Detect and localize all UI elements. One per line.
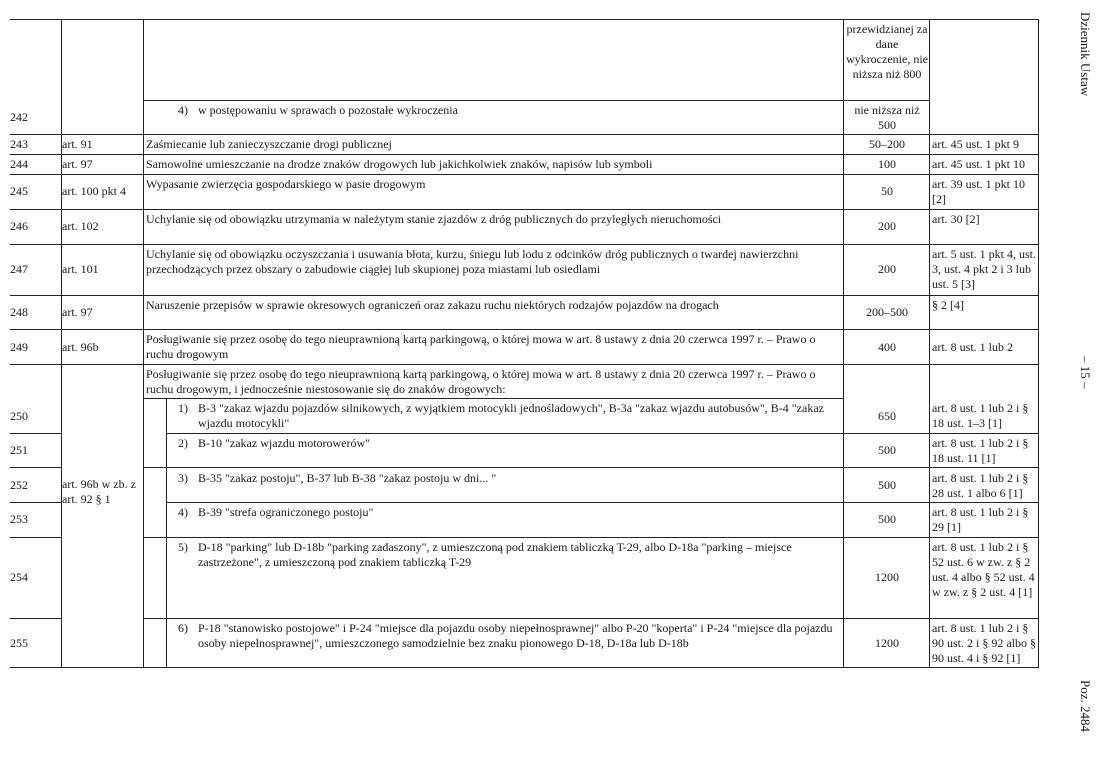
position-number: Poz. 2484 <box>1078 680 1093 732</box>
row-number: 252 <box>10 478 28 492</box>
row-number: 251 <box>10 443 28 457</box>
row-number: 248 <box>10 305 28 319</box>
row-description: Uchylanie się od obowiązku oczyszczania i usuwania błota, kurzu, śniegu lub lodu z odcinków dróg publicznych o twardej nawierzchni przechodzących przez obszary o zabudowie ciągłej lub skupionej poza miastami lub osiedlami <box>146 247 799 276</box>
row-legal-basis: art. 45 ust. 1 pkt 9 <box>932 137 1019 151</box>
row-legal-basis: art. 5 ust. 1 pkt 4, ust. 3, ust. 4 pkt 2 i 3 lub ust. 5 [3] <box>932 247 1036 291</box>
column-divider <box>143 19 144 667</box>
table-border-bottom <box>10 667 1039 668</box>
row-amount: 400 <box>878 340 896 354</box>
group-intro: Posługiwanie się przez osobę do tego nieuprawnioną kartą parkingową, o której mowa w art. 8 ustawy z dnia 20 czerwca 1997 r. – Prawo o ruchu drogowym, i jednocześnie niestosowanie się do znaków drogowych: <box>146 367 816 396</box>
row-article: art. 102 <box>62 219 99 233</box>
row-divider <box>10 174 1039 175</box>
row-number: 253 <box>10 512 28 526</box>
column-divider <box>1038 19 1039 667</box>
row-description: Posługiwanie się przez osobę do tego nieuprawnioną kartą parkingową, o której mowa w art. 8 ustawy z dnia 20 czerwca 1997 r. – Prawo o ruchu drogowym <box>146 332 816 361</box>
row-legal-basis: art. 8 ust. 1 lub 2 <box>932 340 1013 354</box>
item-marker: 1) <box>178 401 188 415</box>
row-divider <box>10 209 1039 210</box>
row-divider <box>843 100 930 101</box>
item-text: B-3 "zakaz wjazdu pojazdów silnikowych, z wyjątkiem motocykli jednośladowych", B-3a "zakaz wjazdu autobusów", B-4 "zakaz wjazdu motocykli" <box>198 401 824 430</box>
item-marker: 4) <box>178 505 188 519</box>
amount-header-continued: przewidzianej za dane wykroczenie, nie niższa niż 800 <box>846 22 928 81</box>
row-number: 243 <box>10 137 28 151</box>
journal-title: Dziennik Ustaw <box>1078 12 1093 97</box>
row-amount: 200–500 <box>866 305 908 319</box>
row-legal-basis: art. 39 ust. 1 pkt 10 [2] <box>932 177 1025 206</box>
row-amount: 500 <box>878 512 896 526</box>
row-description: Wypasanie zwierzęcia gospodarskiego w pasie drogowym <box>146 177 426 191</box>
row-amount: nie niższa niż 500 <box>854 103 920 132</box>
column-divider <box>843 19 844 667</box>
row-amount: 1200 <box>875 636 899 650</box>
row-article: art. 97 <box>62 157 93 171</box>
item-text: B-39 "strefa ograniczonego postoju" <box>198 505 374 519</box>
row-number: 242 <box>10 110 28 124</box>
row-divider <box>10 618 62 619</box>
row-amount: 200 <box>878 262 896 276</box>
row-article: art. 100 pkt 4 <box>62 184 126 198</box>
item-marker: 5) <box>178 540 188 554</box>
row-legal-basis: art. 45 ust. 1 pkt 10 <box>932 157 1025 171</box>
row-amount: 500 <box>878 478 896 492</box>
row-divider <box>10 502 62 503</box>
row-article: art. 96b <box>62 340 99 354</box>
row-divider <box>143 537 1039 538</box>
row-divider <box>10 329 1039 330</box>
group-article: art. 96b w zb. z art. 92 § 1 <box>62 477 136 506</box>
row-amount: 50 <box>881 184 893 198</box>
row-divider <box>10 433 62 434</box>
row-legal-basis: art. 8 ust. 1 lub 2 i § 18 ust. 1–3 [1] <box>932 401 1029 430</box>
row-number: 247 <box>10 262 28 276</box>
row-description: Uchylanie się od obowiązku utrzymania w należytym stanie zjazdów z dróg publicznych do przyległych nieruchomości <box>146 212 722 226</box>
row-divider <box>10 295 1039 296</box>
row-legal-basis: art. 8 ust. 1 lub 2 i § 28 ust. 1 albo 6 [1] <box>932 471 1029 500</box>
row-divider <box>143 398 843 399</box>
row-divider <box>10 154 1039 155</box>
row-divider <box>10 364 1039 365</box>
item-text: B-10 "zakaz wjazdu motorowerów" <box>198 436 371 450</box>
row-amount: 650 <box>878 409 896 423</box>
item-marker: 2) <box>178 436 188 450</box>
row-description: Naruszenie przepisów w sprawie okresowych ograniczeń oraz zakazu ruchu niektórych rodzajów pojazdów na drogach <box>146 298 719 312</box>
row-amount: 50–200 <box>869 137 905 151</box>
row-legal-basis: art. 30 [2] <box>932 212 980 226</box>
column-divider <box>166 398 167 667</box>
row-amount: 1200 <box>875 570 899 584</box>
row-legal-basis: art. 8 ust. 1 lub 2 i § 29 [1] <box>932 505 1029 534</box>
row-divider <box>143 467 1039 468</box>
row-number: 244 <box>10 157 28 171</box>
page-number: – 15 – <box>1078 356 1093 389</box>
row-legal-basis: § 2 [4] <box>932 298 964 312</box>
item-marker: 4) <box>178 103 188 117</box>
row-number: 250 <box>10 409 28 423</box>
item-marker: 6) <box>178 621 188 635</box>
row-divider <box>10 467 62 468</box>
row-amount: 200 <box>878 219 896 233</box>
row-description: Samowolne umieszczanie na drodze znaków drogowych lub jakichkolwiek znaków, napisów lub symboli <box>146 157 653 171</box>
row-divider <box>166 502 1039 503</box>
row-divider <box>10 537 62 538</box>
item-text: B-35 "zakaz postoju", B-37 lub B-38 "zakaz postoju w dni... " <box>198 471 497 485</box>
item-text: P-18 "stanowisko postojowe" i P-24 "miejsce dla pojazdu osoby niepełnosprawnej" albo P-20 "koperta" i P-24 "miejsce dla pojazdu osoby niepełnosprawnej", umieszczonego samodzielnie bez znaku pionowego D-18, D-18a lub D-18b <box>198 621 833 650</box>
row-article: art. 91 <box>62 137 93 151</box>
row-divider <box>10 134 1039 135</box>
row-amount: 500 <box>878 443 896 457</box>
row-divider <box>166 433 1039 434</box>
row-divider <box>143 100 843 101</box>
row-divider <box>10 244 1039 245</box>
table-border-top <box>10 19 1039 20</box>
column-divider <box>929 19 930 667</box>
row-divider <box>143 618 1039 619</box>
row-legal-basis: art. 8 ust. 1 lub 2 i § 90 ust. 2 i § 92 albo § 90 ust. 4 i § 92 [1] <box>932 621 1036 665</box>
row-number: 255 <box>10 636 28 650</box>
row-article: art. 101 <box>62 262 99 276</box>
item-marker: 3) <box>178 471 188 485</box>
row-amount: 100 <box>878 157 896 171</box>
row-number: 245 <box>10 184 28 198</box>
item-text: w postępowaniu w sprawach o pozostałe wykroczenia <box>198 103 458 117</box>
row-legal-basis: art. 8 ust. 1 lub 2 i § 52 ust. 6 w zw. z § 2 ust. 4 albo § 52 ust. 4 w zw. z § 2 ust. 4 [1] <box>932 540 1035 599</box>
row-legal-basis: art. 8 ust. 1 lub 2 i § 18 ust. 11 [1] <box>932 436 1029 465</box>
item-text: D-18 "parking" lub D-18b "parking zadaszony", z umieszczoną pod znakiem tabliczką T-29, albo D-18a "parking – miejsce zastrzeżone", z umieszczoną pod znakiem tabliczką T-29 <box>198 540 792 569</box>
row-description: Zaśmiecanie lub zanieczyszczanie drogi publicznej <box>146 137 392 151</box>
row-number: 254 <box>10 570 28 584</box>
row-article: art. 97 <box>62 305 93 319</box>
row-number: 246 <box>10 219 28 233</box>
row-number: 249 <box>10 340 28 354</box>
